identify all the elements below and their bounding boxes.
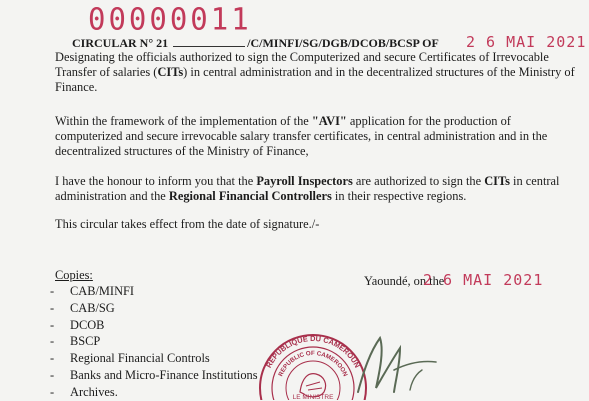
blank-line [173, 46, 245, 47]
copies-list-item [50, 300, 258, 317]
text-run: application for the production of computerized and secure irrevocable salary transfer certificates, in central administration and in the decentralized structures of the Ministry of Finance, [55, 114, 548, 158]
circular-number: CIRCULAR N° 21 [72, 36, 169, 50]
copies-list-item [50, 350, 258, 367]
effect-paragraph [55, 217, 575, 232]
authorization-paragraph [55, 174, 575, 204]
text-run: Designating the officials authorized to sign the Computerized and secure Certificates of Irrevocable Transfer of salaries ( [55, 50, 549, 79]
copies-recipient: BSCP [70, 334, 101, 349]
copies-list-item [50, 317, 258, 334]
text-run: are authorized to sign the [352, 174, 485, 188]
bold-text: Regional Financial Controllers [168, 189, 332, 203]
circular-reference: /C/MINFI/SG/DGB/DCOB/BCSP OF [247, 36, 439, 50]
copies-list-item [50, 333, 258, 350]
copies-heading-colon: : [89, 268, 93, 282]
copies-recipient: DCOB [70, 317, 105, 332]
copies-recipient: Archives. [70, 384, 118, 399]
text-run: Within the framework of the implementation of the [55, 114, 312, 128]
copies-list-item [50, 283, 258, 300]
copies-heading [55, 268, 93, 283]
copies-recipient: CAB/SG [70, 300, 115, 315]
text-run: in central administration and the [55, 174, 560, 203]
list-dash: - [50, 384, 55, 399]
text-run: ) in central administration and in the decentralized structures of the Ministry of Finance. [55, 65, 575, 94]
bold-text: CITs [157, 65, 184, 79]
registration-number-stamp: 00000011 [88, 1, 252, 37]
list-dash: - [50, 351, 55, 366]
list-dash: - [50, 334, 55, 349]
text-run: This circular takes effect from the date of signature./- [55, 217, 320, 231]
copies-list-item [50, 367, 258, 384]
handwritten-signature [350, 330, 460, 400]
place-and-date: Yaoundé, on the [364, 274, 445, 288]
bold-text: CITs [484, 174, 510, 188]
bold-text: "AVI" [311, 114, 347, 128]
bold-text: Payroll Inspectors [256, 174, 353, 188]
seal-inner-text: REPUBLIC OF CAMEROON [277, 349, 349, 378]
circular-reference-line [72, 36, 439, 51]
date-stamp-bottom: 2 6 MAI 2021 [423, 271, 544, 289]
copies-recipient: Banks and Micro-Finance Institutions [70, 367, 258, 382]
list-dash: - [50, 284, 55, 298]
seal-bottom-text: LE MINISTRE [292, 394, 334, 400]
subject-paragraph [55, 50, 575, 95]
copies-heading-label: Copies [55, 268, 90, 282]
framework-paragraph [55, 114, 575, 159]
text-run: in their respective regions. [331, 189, 467, 203]
copies-recipient: Regional Financial Controls [70, 351, 210, 366]
copies-list-item [50, 384, 258, 401]
list-dash: - [50, 317, 55, 332]
copies-recipient: CAB/MINFI [70, 284, 135, 298]
copies-list [50, 283, 258, 401]
date-stamp-top: 2 6 MAI 2021 [466, 33, 587, 51]
list-dash: - [50, 300, 55, 315]
list-dash: - [50, 367, 55, 382]
text-run: I have the honour to inform you that the [55, 174, 257, 188]
seal-outer-text: REPUBLIQUE DU CAMEROUN [264, 333, 362, 370]
